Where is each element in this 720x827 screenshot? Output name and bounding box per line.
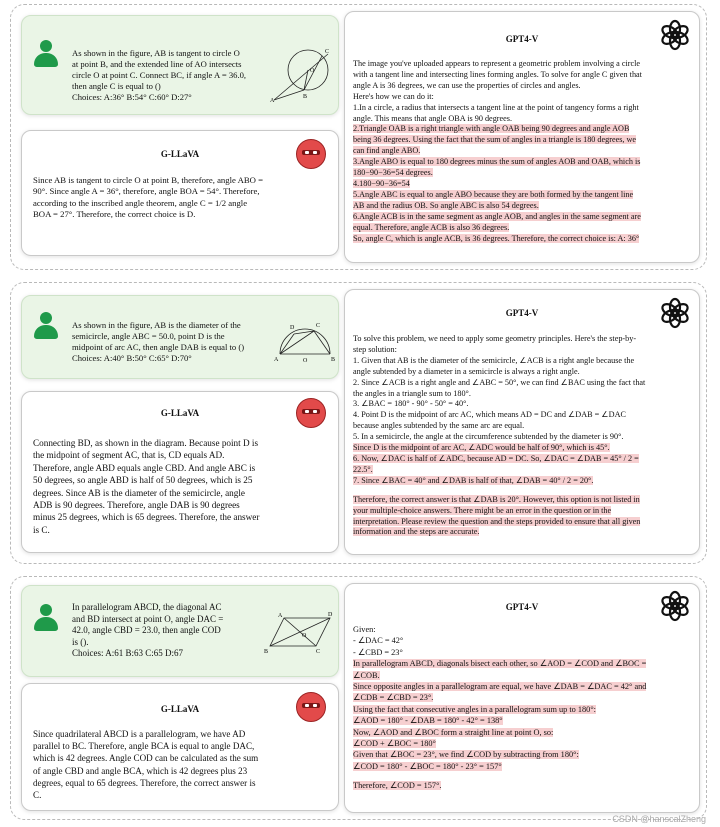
figure-label-b: B (303, 94, 308, 100)
gpt4v-answer-line (353, 487, 695, 495)
gpt4v-answer-line (353, 727, 695, 738)
figure-label-c: C (316, 649, 321, 654)
gpt4v-answer-box (344, 11, 700, 263)
figure-label-c: C (316, 323, 321, 329)
highlighted-text: 22.5°. (353, 464, 373, 474)
highlighted-text: ∠COD + ∠BOC = 180° (353, 739, 436, 749)
gpt4v-answer-line: 1.In a circle, a radius that intersects a tangent line at the point of tangency forms a right (353, 102, 639, 112)
highlighted-text: Using the fact that consecutive angles in a parallelogram sum up to 180°: (353, 704, 596, 714)
openai-logo-icon (659, 19, 691, 51)
gpt4v-answer-line: 1. Given that AB is the diameter of the semicircle, ∠ACB is a right angle because the (353, 355, 635, 365)
highlighted-text: can find angle ABO. (353, 146, 421, 156)
gpt4v-answer-line (353, 146, 695, 157)
highlighted-text: being 36 degrees. Using the fact that the sum of angles in a triangle is 180 degrees, we (353, 135, 637, 145)
gpt4v-answer-line (353, 761, 695, 772)
figure-label-d: D (328, 612, 333, 618)
gpt4v-answer-line: The image you've uploaded appears to represent a geometric problem involving a circle (353, 59, 641, 68)
gpt4v-answer-line (353, 157, 695, 168)
highlighted-text: Since D is the midpoint of arc AC, ∠ADC would be half of 90°, which is 45°. (353, 443, 610, 453)
figure-label-c: C (325, 49, 330, 55)
gpt4v-answer-line: Here's how we can do it: (353, 91, 434, 101)
figure-label-a: A (270, 98, 275, 104)
gllava-title: G-LLaVA (160, 149, 200, 159)
highlighted-text: 6. Now, ∠DAC is half of ∠ADC, because AD = DC. So, ∠DAC = ∠DAB = 45° / 2 = (353, 453, 639, 463)
user-icon (34, 604, 58, 632)
gpt4v-answer-line (353, 527, 695, 538)
gpt4v-answer-line (353, 704, 695, 715)
figure-label-b: B (331, 357, 336, 363)
highlighted-text: Therefore, the correct answer is that ∠DAB is 20°. However, this option is not listed in (353, 494, 640, 504)
highlighted-text: ∠CDB = ∠CBD = 23°. (353, 693, 434, 703)
gpt4v-answer-line (353, 670, 695, 681)
gllava-title: G-LLaVA (160, 408, 200, 418)
highlighted-text: ∠COD = 180° - ∠BOC = 180° - 23° = 157° (353, 761, 502, 771)
gpt4v-title: GPT4-V (505, 602, 539, 612)
gpt4v-answer-line: To solve this problem, we need to apply some geometry principles. Here's the step-by- (353, 334, 637, 343)
highlighted-text: In parallelogram ABCD, diagonals bisect each other, so ∠AOD = ∠COD and ∠BOC = (353, 659, 647, 669)
highlighted-text: information and the steps are accurate. (353, 527, 480, 537)
gpt4v-answer-box (344, 583, 700, 813)
gpt4v-answer-line (353, 465, 695, 476)
figure-label-b: B (264, 649, 269, 654)
example-panel-1 (10, 4, 707, 270)
gllava-answer-box (21, 683, 339, 811)
gpt4v-answer-line (353, 517, 695, 528)
gpt4v-answer-line (353, 495, 695, 506)
highlighted-text: ∠COB. (353, 670, 380, 680)
gllava-mascot-icon (296, 692, 326, 722)
gllava-mascot-icon (296, 139, 326, 169)
question-text: As shown in the figure, AB is the diameter of the semicircle, angle ABC = 50.0, point D is the midpoint of arc AC, then angle DAB is equal to () Choices: A:40° B:50° C:65° D:70° (72, 320, 245, 363)
gllava-answer-box (21, 391, 339, 553)
highlighted-text: 6.Angle ACB is in the same segment as angle AOB, and angles in the same segment are (353, 211, 641, 221)
gpt4v-answer-line (353, 179, 695, 190)
highlighted-text: 4.180−90−36=54 (353, 178, 410, 188)
highlighted-text: 5.Angle ABC is equal to angle ABO because they are both formed by the tangent line (353, 189, 634, 199)
highlighted-text: equal. Therefore, angle ACB is also 36 degrees. (353, 222, 510, 232)
question-box (21, 15, 339, 115)
figure-label-a: A (274, 357, 279, 363)
example-panel-2 (10, 282, 707, 564)
highlighted-text: Since opposite angles in a parallelogram are equal, we have ∠DAB = ∠DAC = 42° and (353, 682, 647, 692)
question-box (21, 295, 339, 379)
highlighted-text: 2.Triangle OAB is a right triangle with angle OAB being 90 degrees and angle AOB (353, 124, 630, 134)
question-text: As shown in the figure, AB is tangent to circle O at point B, and the extended line of AO intersects circle O at point C. Connect BC, if angle A = 36.0, then angle C is equal to () Choices: A:36° B:54° C:60° D:27° (72, 48, 247, 102)
gpt4v-answer-line (353, 124, 695, 135)
gpt4v-answer-line: - ∠CBD = 23° (353, 647, 403, 657)
gpt4v-answer-line: angle A is 36 degrees, we can use the properties of circles and angles. (353, 80, 581, 90)
gpt4v-answer-line: angle subtended by a diameter in a semicircle is always a right angle. (353, 366, 580, 376)
gpt4v-answer-line (353, 201, 695, 212)
highlighted-text: Therefore, ∠COD = 157°. (353, 781, 442, 791)
gpt4v-answer-line: with a tangent line and intersecting lines forming angles. To solve for angle C given that (353, 69, 642, 79)
gpt4v-answer-line (353, 506, 695, 517)
highlighted-text: your multiple-choice answers. There might be an error in the question or in the (353, 505, 612, 515)
figure-label-d: D (290, 325, 295, 331)
highlighted-text: 180−90−36=54 degrees. (353, 168, 433, 178)
highlighted-text: 3.Angle ABO is equal to 180 degrees minus the sum of angles AOB and OAB, which is (353, 157, 641, 167)
gpt4v-answer-line (353, 772, 695, 780)
user-icon (34, 312, 58, 340)
openai-logo-icon (659, 590, 691, 622)
example-panel-3 (10, 576, 707, 820)
question-text: In parallelogram ABCD, the diagonal AC and BD intersect at point O, angle DAC = 42.0, angle CBD = 23.0, then angle COD is (). Choices: A:61 B:63 C:65 D:67 (72, 602, 224, 659)
gpt4v-answer-line (353, 443, 695, 454)
gpt4v-answer-line: 3. ∠BAC = 180° - 90° - 50° = 40°. (353, 399, 469, 409)
gpt4v-answer-line: - ∠DAC = 42° (353, 636, 404, 646)
gpt4v-answer-line (353, 234, 695, 245)
gpt4v-answer-line (353, 168, 695, 179)
gpt4v-answer-line: because angles subtended by the same arc are equal. (353, 421, 525, 431)
gpt4v-answer-line (353, 212, 695, 223)
gpt4v-answer-line (353, 749, 695, 760)
gpt4v-answer-line (353, 190, 695, 201)
gpt4v-answer-line (353, 681, 695, 692)
highlighted-text: AB and the radius OB. So angle ABC is also 54 degrees. (353, 200, 539, 210)
gpt4v-answer-line: step solution: (353, 344, 397, 354)
gpt4v-answer-line (353, 223, 695, 234)
gpt4v-answer-text (353, 59, 695, 244)
geometry-figure (270, 44, 334, 106)
gpt4v-answer-line: 5. In a semicircle, the angle at the circumference subtended by the diameter is 90°. (353, 432, 624, 442)
openai-logo-icon (659, 297, 691, 329)
gllava-answer-text: Since quadrilateral ABCD is a parallelogram, we have AD parallel to BC. Therefore, angle BCA is equal to angle DAC, which is 42 degrees. Angle COD can be calculated as the sum of angle CBD and angle BCA, which is 42 degrees plus 23 degrees, equal to 65 degrees. Therefore, the correct answer is C. (33, 729, 259, 801)
figure-label-o: O (302, 633, 307, 639)
highlighted-text: So, angle C, which is angle ACB, is 36 degrees. Therefore, the correct choice is: A: 36° (353, 233, 640, 243)
gpt4v-answer-line (353, 476, 695, 487)
gpt4v-answer-line (353, 658, 695, 669)
highlighted-text: interpretation. Please review the question and the steps provided to ensure that all given (353, 516, 641, 526)
gpt4v-title: GPT4-V (505, 34, 539, 44)
figure-label-a: A (278, 613, 283, 619)
figure-label-o: O (303, 358, 308, 364)
gllava-answer-text: Connecting BD, as shown in the diagram. Because point D is the midpoint of segment AC, that is, CD equals AD. Therefore, angle ABD equals angle CBD. And angle ABC is 50 degrees, so angle ABD is half of 50 degrees, which is 25 degrees. Since AB is the diameter of the semicircle, angle ADB is 90 degrees. Therefore, angle DAB is 90 degrees minus 25 degrees, which is 65 degrees. Therefore, the answer is C. (33, 438, 260, 535)
gpt4v-answer-line: 2. Since ∠ACB is a right angle and ∠ABC = 50°, we can find ∠BAC using the fact that (353, 377, 646, 387)
highlighted-text: ∠AOD = 180° - ∠DAB = 180° - 42° = 138° (353, 716, 503, 726)
gpt4v-title: GPT4-V (505, 308, 539, 318)
geometry-figure (274, 314, 336, 364)
gllava-mascot-icon (296, 398, 326, 428)
gllava-answer-box (21, 130, 339, 256)
gpt4v-answer-text (353, 624, 695, 792)
highlighted-text: 7. Since ∠BAC = 40° and ∠DAB is half of that, ∠DAB = 40° / 2 = 20°. (353, 475, 594, 485)
question-box (21, 585, 339, 677)
gpt4v-answer-line (353, 780, 695, 791)
geometry-figure (264, 610, 334, 654)
gpt4v-answer-line (353, 692, 695, 703)
gpt4v-answer-box (344, 289, 700, 555)
gpt4v-answer-line: angle. This means that angle OBA is 90 degrees. (353, 113, 513, 123)
gpt4v-answer-line: Given: (353, 625, 376, 634)
gpt4v-answer-text (353, 334, 695, 538)
watermark-credit: CSDN @hanscalZheng (612, 814, 706, 824)
figure-label-o: O (310, 68, 315, 74)
gpt4v-answer-line (353, 135, 695, 146)
gpt4v-answer-line: 4. Point D is the midpoint of arc AC, which means AD = DC and ∠DAB = ∠DAC (353, 410, 626, 420)
gllava-title: G-LLaVA (160, 704, 200, 714)
gllava-answer-text: Since AB is tangent to circle O at point B, therefore, angle ABO = 90°. Since angle A = 36°, therefore, angle BOA = 54°. Therefore, according to the inscribed angle theorem, angle C = 1/2 angle BOA = 27°. Therefore, the correct choice is D. (33, 175, 263, 220)
user-icon (34, 40, 58, 68)
highlighted-text: Given that ∠BOC = 23°, we find ∠COD by subtracting from 180°: (353, 750, 579, 760)
highlighted-text: Now, ∠AOD and ∠BOC form a straight line at point O, so: (353, 727, 554, 737)
gpt4v-answer-line: the angles in a triangle sum to 180°. (353, 388, 471, 398)
gpt4v-answer-line (353, 715, 695, 726)
gpt4v-answer-line (353, 454, 695, 465)
gpt4v-answer-line (353, 738, 695, 749)
